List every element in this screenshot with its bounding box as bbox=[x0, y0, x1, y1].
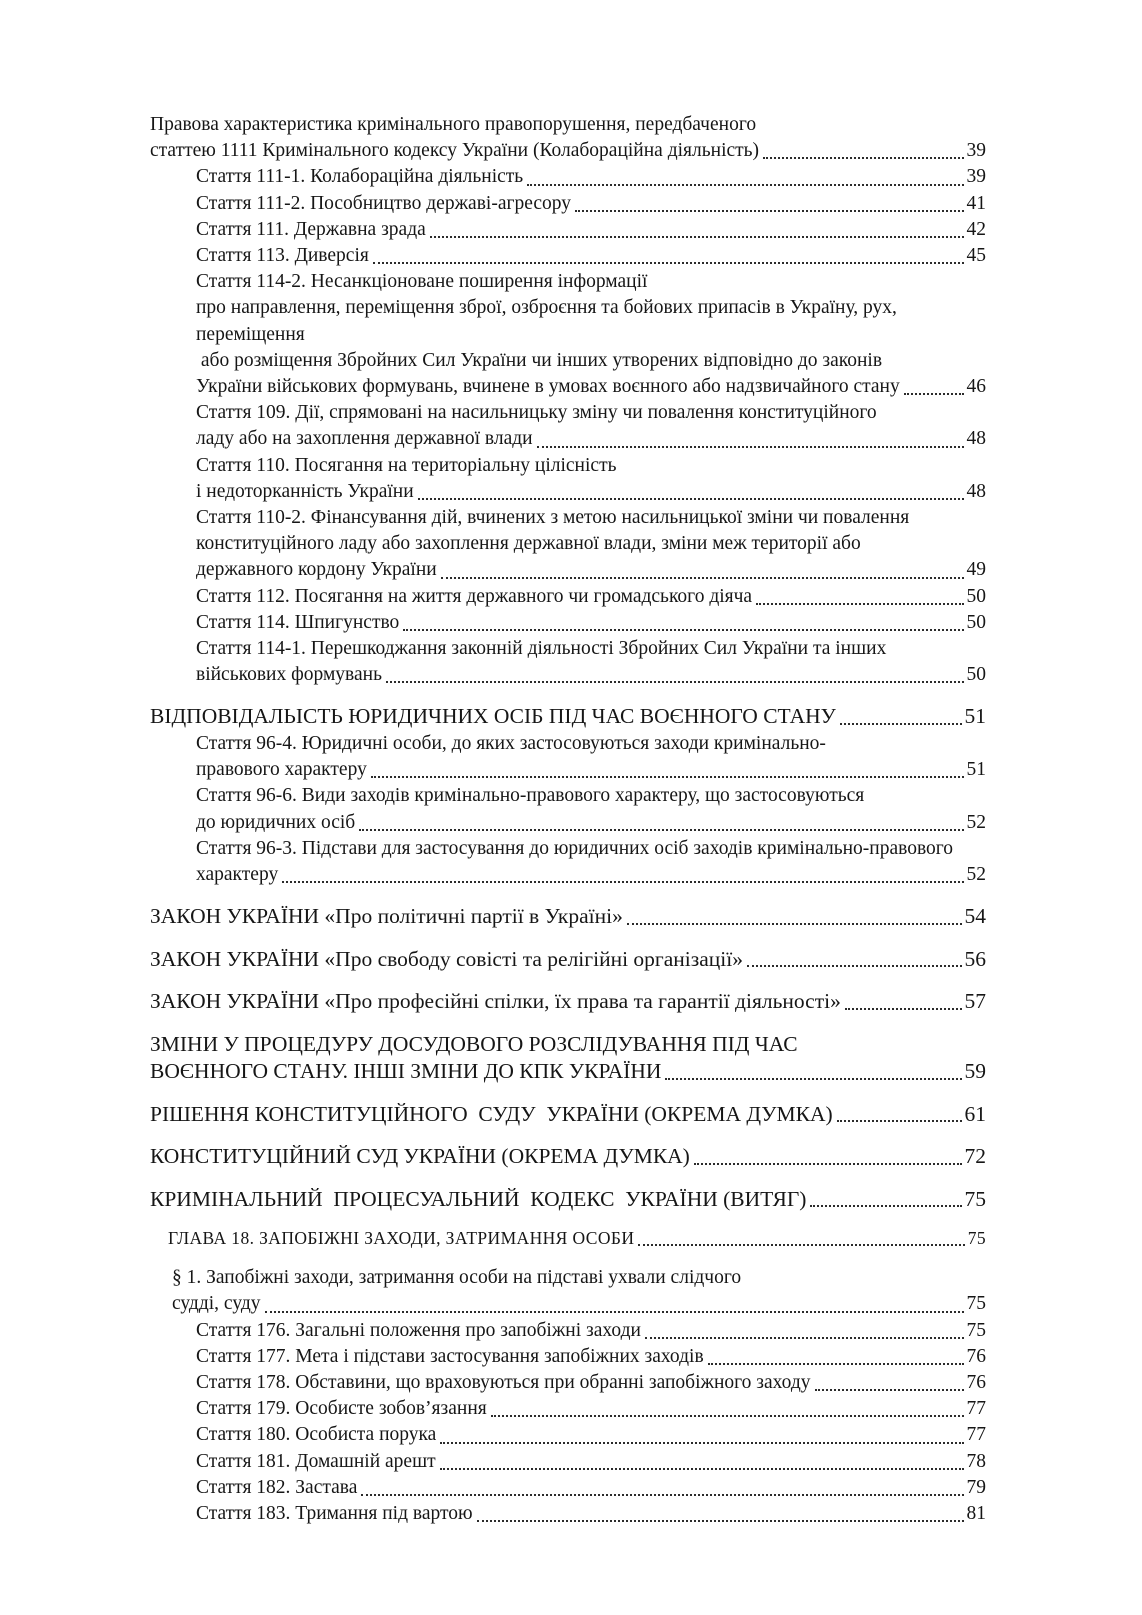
toc-entry bbox=[150, 1422, 986, 1448]
page-number: 81 bbox=[966, 1503, 986, 1525]
dot-leader bbox=[265, 1291, 964, 1312]
page-number: 51 bbox=[966, 759, 986, 781]
dot-leader bbox=[575, 191, 963, 212]
page-number: 56 bbox=[964, 946, 986, 971]
toc-entry bbox=[150, 1475, 986, 1501]
page-number: 45 bbox=[966, 245, 986, 267]
dot-leader bbox=[747, 946, 961, 968]
toc-entry-last-line bbox=[150, 1143, 986, 1171]
toc-entry bbox=[150, 1370, 986, 1396]
toc-entry bbox=[150, 584, 986, 610]
toc-entry-last-line bbox=[150, 1101, 986, 1129]
toc-entry bbox=[150, 836, 986, 888]
dot-leader bbox=[440, 1422, 963, 1443]
toc-entry bbox=[150, 636, 986, 688]
toc-entry-last-line bbox=[150, 988, 986, 1016]
page-number: 50 bbox=[966, 585, 986, 607]
toc-entry bbox=[150, 1344, 986, 1370]
page-number: 50 bbox=[966, 664, 986, 686]
toc-entry-title: України військових формувань, вчинене в умовах воєнного або надзвичайного стану bbox=[196, 376, 900, 398]
toc-entry-line: Стаття 114-1. Перешкоджання законній діяльності Збройних Сил України та інших bbox=[196, 638, 887, 660]
toc-entry-title: ЗАКОН УКРАЇНИ «Про свободу совісті та релігійні організації» bbox=[150, 946, 744, 971]
dot-leader bbox=[904, 374, 964, 395]
toc-entry-last-line bbox=[196, 426, 986, 452]
toc-entry-title: ладу або на захоплення державної влади bbox=[196, 428, 533, 450]
toc-entry-last-line bbox=[196, 757, 986, 783]
toc-entry-title: ГЛАВА 18. ЗАПОБІЖНІ ЗАХОДИ, ЗАТРИМАННЯ ОСОБИ bbox=[168, 1228, 635, 1249]
toc-entry bbox=[150, 1501, 986, 1527]
dot-leader bbox=[627, 903, 962, 925]
toc-entry-last-line bbox=[150, 703, 986, 731]
toc-entry-line: або розміщення Збройних Сил України чи інших утворених відповідно до законів bbox=[196, 349, 883, 371]
dot-leader bbox=[430, 217, 964, 238]
dot-leader bbox=[371, 757, 964, 778]
toc-entry bbox=[150, 1396, 986, 1422]
toc-entry-last-line bbox=[196, 191, 986, 217]
page-number: 49 bbox=[966, 559, 986, 581]
page-number: 76 bbox=[966, 1372, 986, 1393]
toc-entry-last-line bbox=[196, 1475, 986, 1501]
toc-entry-last-line bbox=[196, 557, 986, 583]
page-number: 52 bbox=[966, 811, 986, 833]
toc-entry-title: Стаття 180. Особиста порука bbox=[196, 1424, 437, 1446]
toc-entry-title: характеру bbox=[196, 863, 279, 885]
toc-entry-last-line bbox=[168, 1225, 986, 1251]
dot-leader bbox=[373, 243, 964, 264]
toc-entry-title: Стаття 114. Шпигунство bbox=[196, 611, 400, 633]
toc-entry-last-line bbox=[196, 862, 986, 888]
toc-entry-last-line bbox=[150, 138, 986, 164]
dot-leader bbox=[840, 703, 962, 725]
toc-entry-line: про направлення, переміщення зброї, озброєння та бойових припасів в Україну, рух, bbox=[196, 297, 897, 319]
toc-entry-last-line bbox=[196, 1370, 986, 1396]
page-number: 75 bbox=[966, 1293, 986, 1315]
toc-entry-last-line bbox=[196, 374, 986, 400]
dot-leader bbox=[694, 1143, 962, 1165]
toc-entry-last-line bbox=[196, 243, 986, 269]
toc-entry-line: Стаття 96-6. Види заходів кримінально-правового характеру, що застосовуються bbox=[196, 785, 865, 807]
dot-leader bbox=[708, 1344, 964, 1365]
toc-entry bbox=[150, 400, 986, 452]
dot-leader bbox=[527, 164, 963, 185]
toc-entry-line: Стаття 96-3. Підстави для застосування до юридичних осіб заходів кримінально-правового bbox=[196, 837, 954, 859]
toc-entry bbox=[150, 191, 986, 217]
toc-entry bbox=[150, 1101, 986, 1129]
toc-entry-title: Стаття 177. Мета і підстави застосування запобіжних заходів bbox=[196, 1345, 704, 1367]
toc-entry-title: Стаття 112. Посягання на життя державного чи громадського діяча bbox=[196, 585, 753, 607]
toc-entry bbox=[150, 1186, 986, 1214]
dot-leader bbox=[837, 1101, 962, 1123]
toc-entry-title: Стаття 111-2. Пособництво державі-агресору bbox=[196, 192, 572, 214]
toc-entry-last-line bbox=[150, 946, 986, 974]
page-number: 41 bbox=[966, 192, 986, 214]
toc-entry-line: Стаття 114-2. Несанкціоноване поширення інформації bbox=[196, 271, 648, 293]
toc-entry-title: Стаття 111-1. Колабораційна діяльність bbox=[196, 166, 524, 188]
toc-entry-line: Стаття 110. Посягання на територіальну цілісність bbox=[196, 454, 617, 476]
page-number: 39 bbox=[966, 140, 986, 162]
dot-leader bbox=[441, 557, 964, 578]
page-number: 57 bbox=[964, 989, 986, 1014]
dot-leader bbox=[403, 610, 963, 631]
toc-entry-title: Стаття 179. Особисте зобов’язання bbox=[196, 1398, 487, 1420]
dot-leader bbox=[359, 810, 963, 831]
toc-entry-last-line bbox=[196, 1318, 986, 1344]
toc-entry-title: і недоторканність України bbox=[196, 480, 414, 502]
toc-entry-line: Правова характеристика кримінального правопорушення, передбаченого bbox=[150, 114, 757, 135]
toc-entry-title: статтею 1111 Кримінального кодексу України (Колабораційна діяльність) bbox=[150, 140, 760, 162]
toc-entry bbox=[150, 783, 986, 835]
page-number: 76 bbox=[966, 1345, 986, 1367]
toc-entry-last-line bbox=[196, 1449, 986, 1475]
page-number: 75 bbox=[964, 1186, 986, 1211]
dot-leader bbox=[810, 1186, 961, 1208]
page-number: 52 bbox=[966, 863, 986, 885]
toc-entry-title: РІШЕННЯ КОНСТИТУЦІЙНОГО СУДУ УКРАЇНИ (ОКРЕМА ДУМКА) bbox=[150, 1101, 833, 1126]
toc-entry bbox=[150, 269, 986, 400]
toc-entry-title: Стаття 113. Диверсія bbox=[196, 245, 369, 267]
toc-entry-last-line bbox=[196, 1422, 986, 1448]
toc-entry-last-line bbox=[196, 584, 986, 610]
toc-entry-last-line bbox=[196, 1396, 986, 1422]
page-number: 48 bbox=[966, 480, 986, 502]
toc-entry bbox=[150, 1318, 986, 1344]
page-number: 48 bbox=[966, 428, 986, 450]
dot-leader bbox=[815, 1370, 964, 1391]
toc-entry-last-line bbox=[196, 1344, 986, 1370]
page-number: 75 bbox=[966, 1319, 986, 1341]
toc-entry-last-line bbox=[196, 479, 986, 505]
dot-leader bbox=[537, 426, 964, 447]
toc-entry-title: судді, суду bbox=[172, 1293, 261, 1315]
page-number: 39 bbox=[966, 166, 986, 188]
toc-entry bbox=[150, 946, 986, 974]
toc-entry bbox=[150, 453, 986, 505]
toc-entry-last-line bbox=[196, 810, 986, 836]
dot-leader bbox=[645, 1318, 964, 1339]
toc-entry-title: Стаття 178. Обставини, що враховуються при обранні запобіжного заходу bbox=[196, 1372, 811, 1393]
toc-entry-last-line bbox=[172, 1291, 986, 1317]
toc-entry bbox=[150, 610, 986, 636]
dot-leader bbox=[638, 1225, 964, 1246]
toc-entry-last-line bbox=[150, 903, 986, 931]
toc-entry-last-line bbox=[196, 610, 986, 636]
toc-entry-title: ВІДПОВІДАЛЬІСТЬ ЮРИДИЧНИХ ОСІБ ПІД ЧАС ВОЄННОГО СТАНУ bbox=[150, 704, 836, 729]
toc-entry-line: Стаття 96-4. Юридичні особи, до яких застосовуються заходи кримінально- bbox=[196, 732, 826, 754]
toc-entry-last-line bbox=[196, 662, 986, 688]
toc-entry bbox=[150, 164, 986, 190]
toc-entry-title: Стаття 176. Загальні положення про запобіжні заходи bbox=[196, 1319, 641, 1341]
dot-leader bbox=[763, 138, 963, 159]
toc-entry bbox=[150, 988, 986, 1016]
dot-leader bbox=[418, 479, 964, 500]
dot-leader bbox=[361, 1475, 963, 1496]
dot-leader bbox=[386, 662, 964, 683]
toc-entry bbox=[150, 1031, 986, 1086]
dot-leader bbox=[477, 1501, 964, 1522]
toc-entry-line: § 1. Запобіжні заходи, затримання особи на підставі ухвали слідчого bbox=[172, 1267, 742, 1289]
page-number: 72 bbox=[964, 1144, 986, 1169]
toc-entry bbox=[150, 243, 986, 269]
dot-leader bbox=[665, 1058, 961, 1080]
toc-entry-last-line bbox=[196, 1501, 986, 1527]
toc-entry-title: до юридичних осіб bbox=[196, 811, 356, 833]
page-number: 75 bbox=[967, 1228, 986, 1249]
toc-entry-line: переміщення bbox=[196, 323, 305, 345]
toc-entry-title: ВОЄННОГО СТАНУ. ІНШІ ЗМІНИ ДО КПК УКРАЇНИ bbox=[150, 1059, 662, 1084]
toc-entry-title: КОНСТИТУЦІЙНИЙ СУД УКРАЇНИ (ОКРЕМА ДУМКА) bbox=[150, 1144, 690, 1169]
page-number: 51 bbox=[964, 704, 986, 729]
toc-entry-line: Стаття 109. Дії, спрямовані на насильницьку зміну чи повалення конституційного bbox=[196, 402, 877, 424]
toc-entry-title: державного кордону України bbox=[196, 559, 437, 581]
toc-entry bbox=[150, 1449, 986, 1475]
page-number: 54 bbox=[964, 904, 986, 929]
toc-entry-last-line bbox=[196, 164, 986, 190]
dot-leader bbox=[756, 584, 963, 605]
toc-entry bbox=[150, 217, 986, 243]
toc-entry-title: ЗАКОН УКРАЇНИ «Про професійні спілки, їх права та гарантії діяльності» bbox=[150, 989, 841, 1014]
toc-entry bbox=[150, 1265, 986, 1317]
page-number: 79 bbox=[966, 1476, 986, 1498]
page-number: 77 bbox=[966, 1424, 986, 1446]
dot-leader bbox=[440, 1449, 964, 1470]
toc-entry-line: Стаття 110-2. Фінансування дій, вчинених з метою насильницької зміни чи повалення bbox=[196, 507, 910, 529]
toc-entry-last-line bbox=[196, 217, 986, 243]
toc-entry-title: військових формувань bbox=[196, 664, 382, 686]
toc-entry bbox=[150, 703, 986, 731]
toc-entry-title: Стаття 183. Тримання під вартою bbox=[196, 1503, 473, 1525]
toc-entry bbox=[150, 505, 986, 584]
page-number: 77 bbox=[966, 1398, 986, 1420]
toc-entry bbox=[150, 1143, 986, 1171]
page-number: 42 bbox=[966, 218, 986, 240]
toc-entry-line: конституційного ладу або захоплення державної влади, зміни меж території або bbox=[196, 533, 861, 555]
dot-leader bbox=[491, 1396, 964, 1417]
toc-entry-title: Стаття 111. Державна зрада bbox=[196, 218, 426, 240]
page-number: 59 bbox=[964, 1059, 986, 1084]
page-number: 78 bbox=[966, 1450, 986, 1472]
dot-leader bbox=[282, 862, 963, 883]
toc-entry bbox=[150, 1225, 986, 1251]
toc-entry-line: ЗМІНИ У ПРОЦЕДУРУ ДОСУДОВОГО РОЗСЛІДУВАННЯ ПІД ЧАС bbox=[150, 1031, 798, 1056]
toc-entry bbox=[150, 903, 986, 931]
toc-entry-last-line bbox=[150, 1186, 986, 1214]
toc-entry bbox=[150, 731, 986, 783]
toc-entry-title: правового характеру bbox=[196, 759, 367, 781]
page-number: 61 bbox=[964, 1101, 986, 1126]
page-number: 50 bbox=[966, 611, 986, 633]
toc-entry bbox=[150, 112, 986, 164]
dot-leader bbox=[845, 988, 962, 1010]
toc-entry-last-line bbox=[150, 1058, 986, 1086]
toc-entry-title: КРИМІНАЛЬНИЙ ПРОЦЕСУАЛЬНИЙ КОДЕКС УКРАЇНИ (ВИТЯГ) bbox=[150, 1186, 807, 1211]
toc-entry-title: ЗАКОН УКРАЇНИ «Про політичні партії в Україні» bbox=[150, 904, 623, 929]
page-number: 46 bbox=[966, 376, 986, 398]
toc-entry-title: Стаття 181. Домашній арешт bbox=[196, 1450, 436, 1472]
toc-entry-title: Стаття 182. Застава bbox=[196, 1476, 358, 1498]
